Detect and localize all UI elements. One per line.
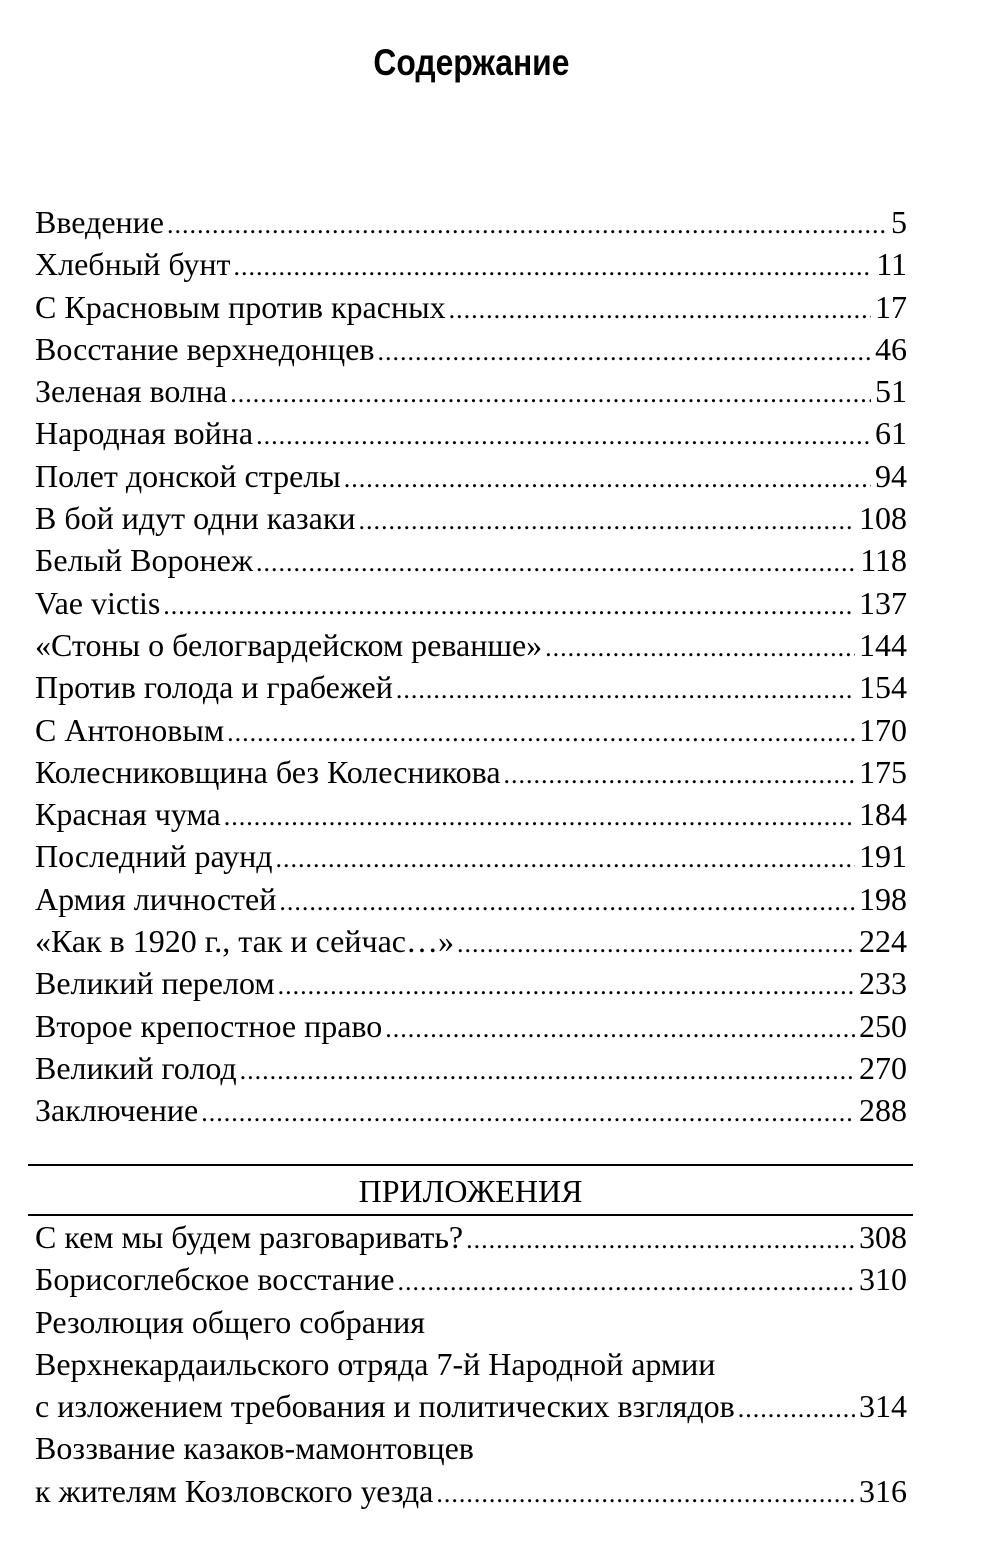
toc-entry-page: 191: [859, 838, 907, 875]
dot-leader: [167, 204, 887, 246]
toc-entry-title: В бой идут одни казаки: [35, 500, 356, 537]
toc-entry-page: 198: [859, 880, 907, 917]
toc-entry: [35, 835, 907, 877]
dot-leader: [738, 1388, 855, 1430]
toc-entry-title: Заключение: [35, 1092, 199, 1129]
toc-entry: [35, 370, 907, 412]
appendices-heading: ПРИЛОЖЕНИЯ: [358, 1173, 583, 1209]
dot-leader: [227, 712, 855, 754]
toc-entry-page: 154: [859, 669, 907, 706]
toc-entry-title-line: Воззвание казаков-мамонтовцев: [35, 1430, 474, 1467]
toc-entry: [35, 1089, 907, 1131]
toc-entry: [35, 1216, 907, 1258]
dot-leader: [279, 881, 855, 923]
toc-entry-page: 224: [859, 923, 907, 960]
toc-entry-title: Народная война: [35, 415, 254, 452]
toc-entry-page: 17: [875, 288, 907, 325]
toc-entry: [35, 666, 907, 708]
toc-entry-page: 118: [860, 542, 907, 579]
dot-leader: [377, 331, 871, 373]
toc-entry-title: Зеленая волна: [35, 373, 228, 410]
toc-entry: [35, 539, 907, 581]
toc-entry: [35, 624, 907, 666]
toc-entry-title: Последний раунд: [35, 838, 273, 875]
dot-leader: [230, 373, 871, 415]
dot-leader: [163, 585, 855, 627]
toc-entry: [35, 455, 907, 497]
toc-entry-page: 175: [859, 753, 907, 790]
toc-entry-page: 270: [859, 1049, 907, 1086]
dot-leader: [398, 1261, 856, 1303]
toc-entry-page: 184: [859, 796, 907, 833]
dot-leader: [224, 796, 855, 838]
toc-entry-title: Против голода и грабежей: [35, 669, 393, 706]
dot-leader: [457, 923, 855, 965]
toc-entry: [35, 201, 907, 243]
toc-entry-page: 61: [875, 415, 907, 452]
toc-entry-title: Белый Воронеж: [35, 542, 253, 579]
toc-entry-page: 288: [859, 1092, 907, 1129]
dot-leader: [359, 500, 855, 542]
toc-entry-page: 310: [859, 1261, 907, 1298]
toc-entry-title: Vae victis: [35, 584, 161, 621]
toc-entry: [35, 1385, 907, 1427]
toc-entry-title: С Красновым против красных: [35, 288, 446, 325]
dot-leader: [466, 1219, 855, 1261]
toc-entry-title: Полет донской стрелы: [35, 457, 341, 494]
appendices-top-rule: [28, 1164, 913, 1166]
toc-entry: [35, 920, 907, 962]
toc-entry-title: Красная чума: [35, 796, 221, 833]
toc-entry: [35, 582, 907, 624]
toc-entry: [35, 286, 907, 328]
toc-entry-page: 233: [859, 965, 907, 1002]
toc-entry-page: 316: [859, 1472, 907, 1509]
toc-entry-title: «Стоны о белогвардейском реванше»: [35, 626, 543, 663]
toc-entry: [35, 412, 907, 454]
toc-entry-title: Борисоглебское восстание: [35, 1261, 395, 1298]
toc-entry: [35, 1005, 907, 1047]
toc-entry: [35, 328, 907, 370]
toc-entry-page: 314: [859, 1388, 907, 1425]
dot-leader: [396, 669, 855, 711]
toc-entry-page: 51: [875, 373, 907, 410]
toc-entry-title: «Как в 1920 г., так и сейчас…»: [35, 923, 454, 960]
toc-entry-title: Великий перелом: [35, 965, 275, 1002]
toc-entry-title: с изложением требования и политических взглядов: [35, 1388, 735, 1425]
toc-entry-page: 5: [891, 204, 907, 240]
toc-entry: [35, 962, 907, 1004]
toc-entry-title-line: Резолюция общего собрания: [35, 1303, 425, 1340]
appendices-list: [35, 1216, 907, 1512]
toc-entry-title: к жителям Козловского уезда: [35, 1472, 434, 1509]
toc-entry-title: Великий голод: [35, 1049, 237, 1086]
toc-entry: [35, 497, 907, 539]
dot-leader: [385, 1008, 855, 1050]
dot-leader: [545, 627, 855, 669]
toc-entry-page: 250: [859, 1007, 907, 1044]
toc-entry-page: 144: [859, 626, 907, 663]
dot-leader: [240, 1050, 855, 1092]
toc-entry: [35, 1470, 907, 1512]
dot-leader: [256, 415, 871, 457]
dot-leader: [504, 754, 855, 796]
toc-entry: [35, 793, 907, 835]
toc-entry-page: 137: [859, 584, 907, 621]
toc-entry-page: 308: [859, 1219, 907, 1255]
dot-leader: [344, 458, 871, 500]
toc-entry-title: Второе крепостное право: [35, 1007, 383, 1044]
toc-entry-title: Колесниковщина без Колесникова: [35, 753, 501, 790]
dot-leader: [449, 289, 871, 331]
toc-entry-title: Восстание верхнедонцев: [35, 330, 375, 367]
toc-entry-page: 46: [875, 330, 907, 367]
toc-entry-title: Хлебный бунт: [35, 246, 231, 283]
toc-entry-title: С кем мы будем разговаривать?: [35, 1219, 464, 1255]
toc-entry: [35, 751, 907, 793]
dot-leader: [201, 1092, 855, 1134]
toc-entry: [35, 878, 907, 920]
toc-entry-page: 11: [876, 246, 907, 283]
toc-entry: [35, 1258, 907, 1300]
toc-entry: [35, 1047, 907, 1089]
toc-entry-title-line: Верхнекардаильского отряда 7-й Народной армии: [35, 1345, 716, 1382]
contents-list: [35, 201, 907, 1132]
toc-entry-title: Введение: [35, 204, 164, 240]
dot-leader: [256, 542, 856, 584]
toc-entry: [35, 709, 907, 751]
toc-entry-page: 170: [859, 711, 907, 748]
toc-entry-title: Армия личностей: [35, 880, 277, 917]
dot-leader: [233, 246, 872, 288]
page-title: Содержание: [373, 41, 570, 83]
dot-leader: [278, 965, 855, 1007]
toc-entry-page: 108: [859, 500, 907, 537]
toc-entry-title: С Антоновым: [35, 711, 225, 748]
dot-leader: [276, 838, 856, 880]
toc-entry: [35, 243, 907, 285]
dot-leader: [436, 1473, 855, 1515]
toc-entry-page: 94: [875, 457, 907, 494]
